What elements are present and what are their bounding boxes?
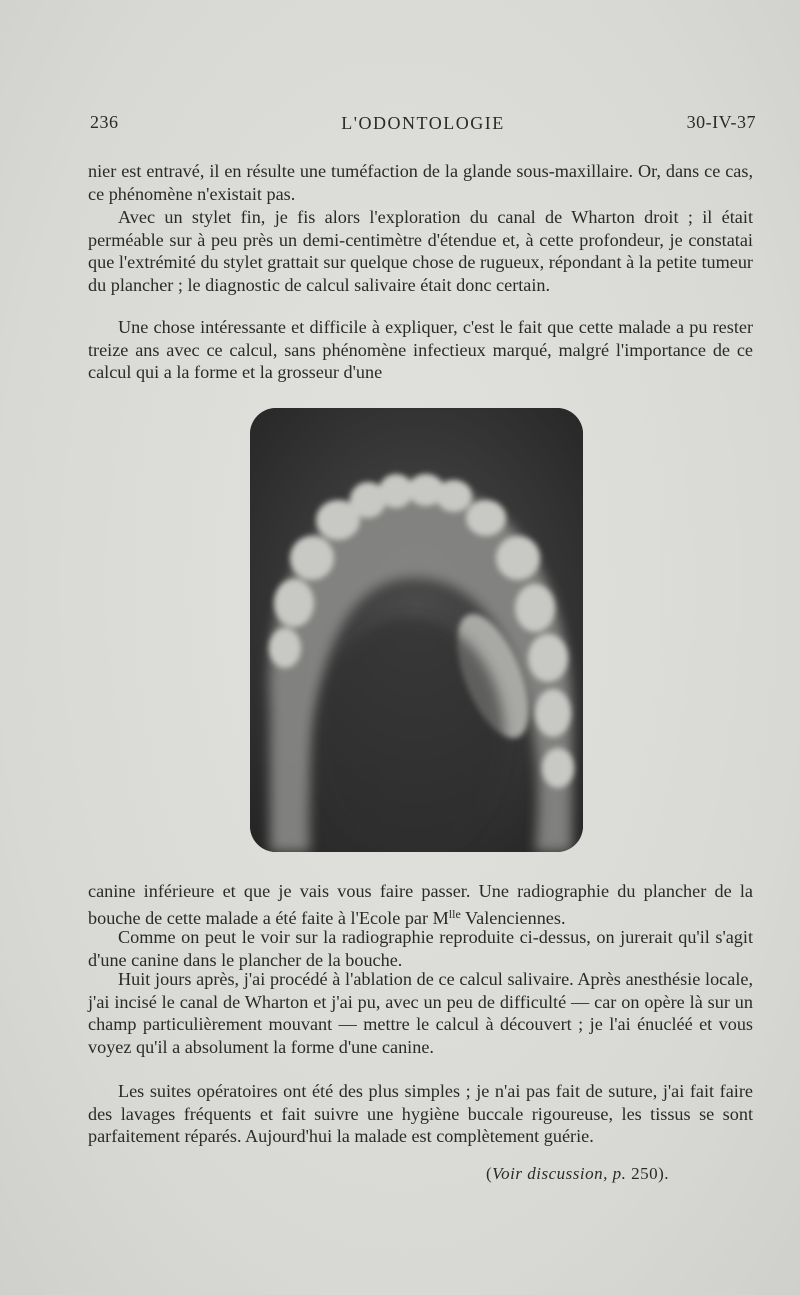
reference-close-paren: ). [658,1164,670,1183]
running-header [90,112,756,138]
journal-title: L'ODONTOLOGIE [341,113,505,133]
paragraph-exploration: Avec un stylet fin, je fis alors l'exploration du canal de Wharton droit ; il était perméable sur à peu près un demi-centimètre d'étendue et, à cette profondeur, je constatai que l'extrémité du stylet grattait sur quelque chose de rugueux, répondant à la petite tumeur du plancher ; le diagnostic de calcul salivaire était donc certain. [88,207,753,295]
discussion-reference [486,1164,669,1184]
superscript-lle: lle [448,906,461,921]
paragraph-radiography [88,880,753,929]
paragraph-radiography-end: Valenciennes. [460,907,566,928]
reference-open-paren: ( [486,1164,493,1183]
reference-page: 250 [626,1164,659,1183]
page-number: 236 [90,112,119,132]
radiograph-image [250,408,583,852]
paragraph-radiography-text: canine inférieure et que je vais vous faire passer. Une radiographie du plancher de la bouche de cette malade a été faite à l'Ecole par M [88,881,753,928]
paragraph-continuation: nier est entravé, il en résulte une tuméfaction de la glande sous-maxillaire. Or, dans ce cas, ce phénomène n'existait pas. [88,161,753,204]
paragraph-interesting-fact: Une chose intéressante et difficile à expliquer, c'est le fait que cette malade a pu rester treize ans avec ce calcul, sans phénomène infectieux marqué, malgré l'importance de ce calcul qui a la forme et la grosseur d'une [88,317,753,383]
issue-date: 30-IV-37 [686,112,756,132]
paragraph-outcome: Les suites opératoires ont été des plus simples ; je n'ai pas fait de suture, j'ai fait faire des lavages fréquents et fait suivre une hygiène buccale rigoureuse, les tissus se sont parfaitement réparés. Aujourd'hui la malade est complètement guérie. [88,1081,753,1147]
paragraph-ablation: Huit jours après, j'ai procédé à l'ablation de ce calcul salivaire. Après anesthésie locale, j'ai incisé le canal de Wharton et j'ai pu, avec un peu de difficulté — car on opère là sur un champ particulièrement mouvant — mettre le calcul à découvert ; je l'ai énucléé et vous voyez qu'il a absolument la forme d'une canine. [88,969,753,1057]
paragraph-comparison: Comme on peut le voir sur la radiographie reproduite ci-dessus, on jurerait qu'il s'agit d'une canine dans le plancher de la bouche. [88,927,753,970]
reference-text: Voir discussion, p. [492,1164,627,1183]
